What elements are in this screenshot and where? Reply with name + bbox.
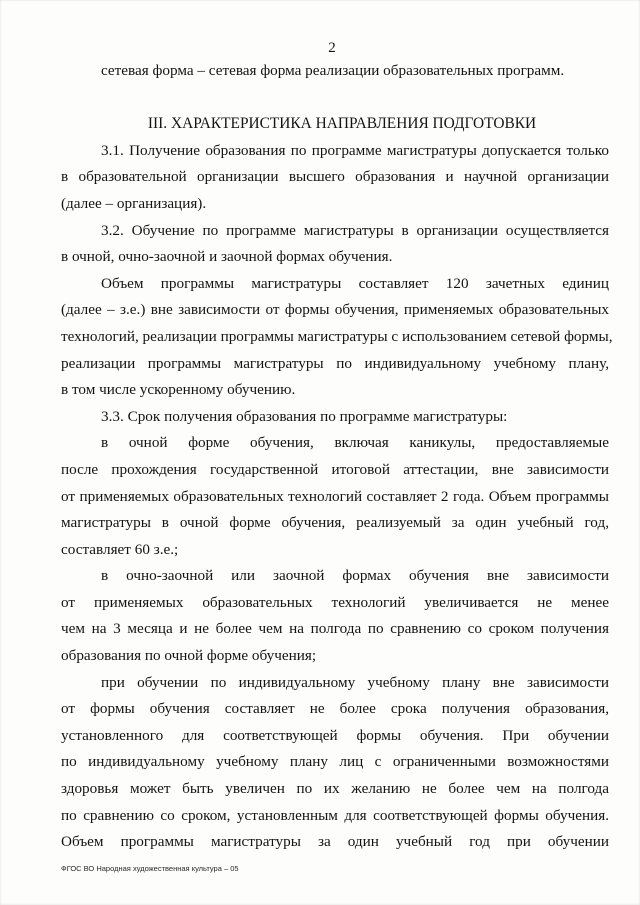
text-line: магистратуры в очной форме обучения, реализуемый за один учебный год, — [61, 514, 609, 532]
text-line: сетевая форма – сетевая форма реализации образовательных программ. — [101, 62, 565, 79]
text-line: по индивидуальному учебному плану лиц с ограниченными возможностями — [61, 753, 609, 771]
text-line: (далее – организация). — [61, 194, 207, 212]
text-line: образования по очной форме обучения; — [61, 647, 317, 665]
text-line: от формы обучения составляет не более срока получения образования, — [61, 700, 609, 718]
text-line: реализации программы магистратуры по индивидуальному учебному плану, — [61, 354, 609, 372]
text-line: Объем программы магистратуры за один учебный год при обучении — [61, 833, 609, 851]
text-line: установленного для соответствующей формы обучения. При обучении — [61, 726, 609, 744]
text-line: в очной форме обучения, включая каникулы, предоставляемые — [101, 434, 609, 452]
text-line: 3.1. Получение образования по программе магистратуры допускается только — [101, 141, 609, 159]
text-line: от применяемых образовательных технологий составляет 2 года. Объем программы — [61, 487, 609, 505]
text-line: чем на 3 месяца и не более чем на полгода по сравнению со сроком получения — [61, 620, 609, 638]
text-line: в образовательной организации высшего образования и научной организации — [61, 168, 609, 186]
text-line: 3.3. Срок получения образования по программе магистратуры: — [101, 407, 508, 425]
text-line: от применяемых образовательных технологий увеличивается не менее — [61, 593, 609, 611]
text-line: после прохождения государственной итоговой аттестации, вне зависимости — [61, 460, 609, 478]
text-line: при обучении по индивидуальному учебному плану вне зависимости — [101, 673, 609, 691]
text-line: в том числе ускоренному обучению. — [61, 381, 296, 399]
document-body — [61, 58, 613, 856]
text-line: в очно-заочной или заочной формах обучения вне зависимости — [101, 567, 609, 585]
text-line: здоровья может быть увеличен по их желанию не более чем на полгода — [61, 780, 609, 798]
section-heading: III. ХАРАКТЕРИСТИКА НАПРАВЛЕНИЯ ПОДГОТОВКИ — [147, 115, 537, 133]
text-line: в очной, очно-заочной и заочной формах обучения. — [61, 248, 393, 266]
page-number: 2 — [328, 40, 336, 56]
text-line: составляет 60 з.е.; — [61, 540, 179, 558]
text-line: технологий, реализации программы магистратуры с использованием сетевой формы, — [61, 327, 613, 345]
blank-line — [61, 85, 609, 112]
text-line: (далее – з.е.) вне зависимости от формы обучения, применяемых образовательных — [61, 301, 609, 319]
text-line: Объем программы магистратуры составляет 120 зачетных единиц — [101, 274, 609, 292]
text-line: 3.2. Обучение по программе магистратуры в организации осуществляется — [101, 221, 609, 239]
text-line: по сравнению со сроком, установленным для соответствующей формы обучения. — [61, 806, 609, 824]
document-footer: ФГОС ВО Народная художественная культура – 05 — [61, 864, 239, 873]
